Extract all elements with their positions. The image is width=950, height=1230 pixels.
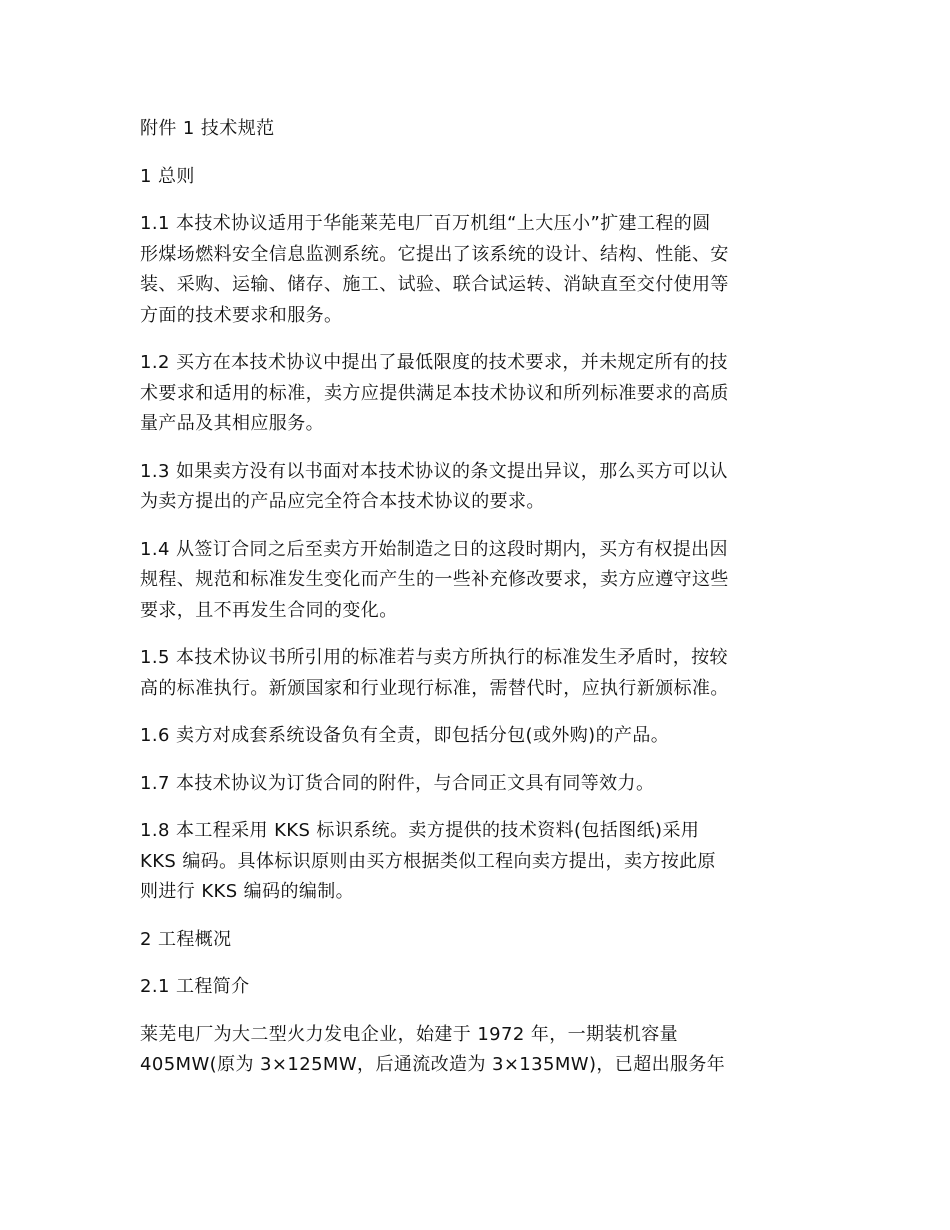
paragraph-2-1 — [140, 1020, 812, 1081]
document-body — [140, 114, 812, 1098]
text-line: 装、采购、运输、储存、施工、试验、联合试运转、消缺直至交付使用等 — [140, 274, 729, 295]
text-line: 405MW(原为 3×125MW，后通流改造为 3×135MW)，已超出服务年 — [140, 1054, 726, 1075]
paragraph-1-4 — [140, 535, 812, 627]
paragraph-1-7 — [140, 769, 812, 800]
text-line: KKS 编码。具体标识原则由买方根据类似工程向卖方提出，卖方按此原 — [140, 850, 716, 872]
text-line: 1.7 本技术协议为订货合同的附件，与合同正文具有同等效力。 — [140, 772, 655, 794]
text-line: 方面的技术要求和服务。 — [140, 304, 343, 326]
text-line: 1.8 本工程采用 KKS 标识系统。卖方提供的技术资料(包括图纸)采用 — [140, 820, 700, 841]
text-line: 规程、规范和标准发生变化而产生的一些补充修改要求，卖方应遵守这些 — [140, 569, 729, 590]
text-line: 1.2 买方在本技术协议中提出了最低限度的技术要求，并未规定所有的技 — [140, 352, 728, 373]
text-line: 高的标准执行。新颁国家和行业现行标准，需替代时，应执行新颁标准。 — [140, 677, 729, 699]
document-title: 附件 1 技术规范 — [140, 118, 275, 139]
section-heading-2: 2 工程概况 — [140, 928, 232, 950]
paragraph-1-6 — [140, 721, 812, 752]
text-line: 1.5 本技术协议书所引用的标准若与卖方所执行的标准发生矛盾时，按较 — [140, 647, 728, 668]
section-heading-2-1: 2.1 工程简介 — [140, 976, 250, 997]
paragraph-1-8 — [140, 816, 812, 908]
text-line: 莱芜电厂为大二型火力发电企业，始建于 1972 年，一期装机容量 — [140, 1023, 679, 1045]
paragraph-1-5 — [140, 643, 812, 704]
paragraph-1-2 — [140, 348, 812, 440]
text-line: 术要求和适用的标准，卖方应提供满足本技术协议和所列标准要求的高质 — [140, 382, 729, 404]
text-line: 形煤场燃料安全信息监测系统。它提出了该系统的设计、结构、性能、安 — [140, 243, 729, 265]
text-line: 1.6 卖方对成套系统设备负有全责，即包括分包(或外购)的产品。 — [140, 725, 670, 746]
text-line: 为卖方提出的产品应完全符合本技术协议的要求。 — [140, 491, 545, 512]
text-line: 要求，且不再发生合同的变化。 — [140, 599, 398, 621]
text-line: 1.1 本技术协议适用于华能莱芜电厂百万机组“上大压小”扩建工程的圆 — [140, 213, 711, 234]
section-heading-1: 1 总则 — [140, 165, 195, 187]
text-line: 1.3 如果卖方没有以书面对本技术协议的条文提出异议，那么买方可以认 — [140, 460, 728, 482]
paragraph-1-1 — [140, 209, 812, 331]
paragraph-1-3 — [140, 457, 812, 518]
text-line: 1.4 从签订合同之后至卖方开始制造之日的这段时期内，买方有权提出因 — [140, 538, 728, 560]
text-line: 则进行 KKS 编码的编制。 — [140, 881, 355, 902]
text-line: 量产品及其相应服务。 — [140, 413, 324, 434]
